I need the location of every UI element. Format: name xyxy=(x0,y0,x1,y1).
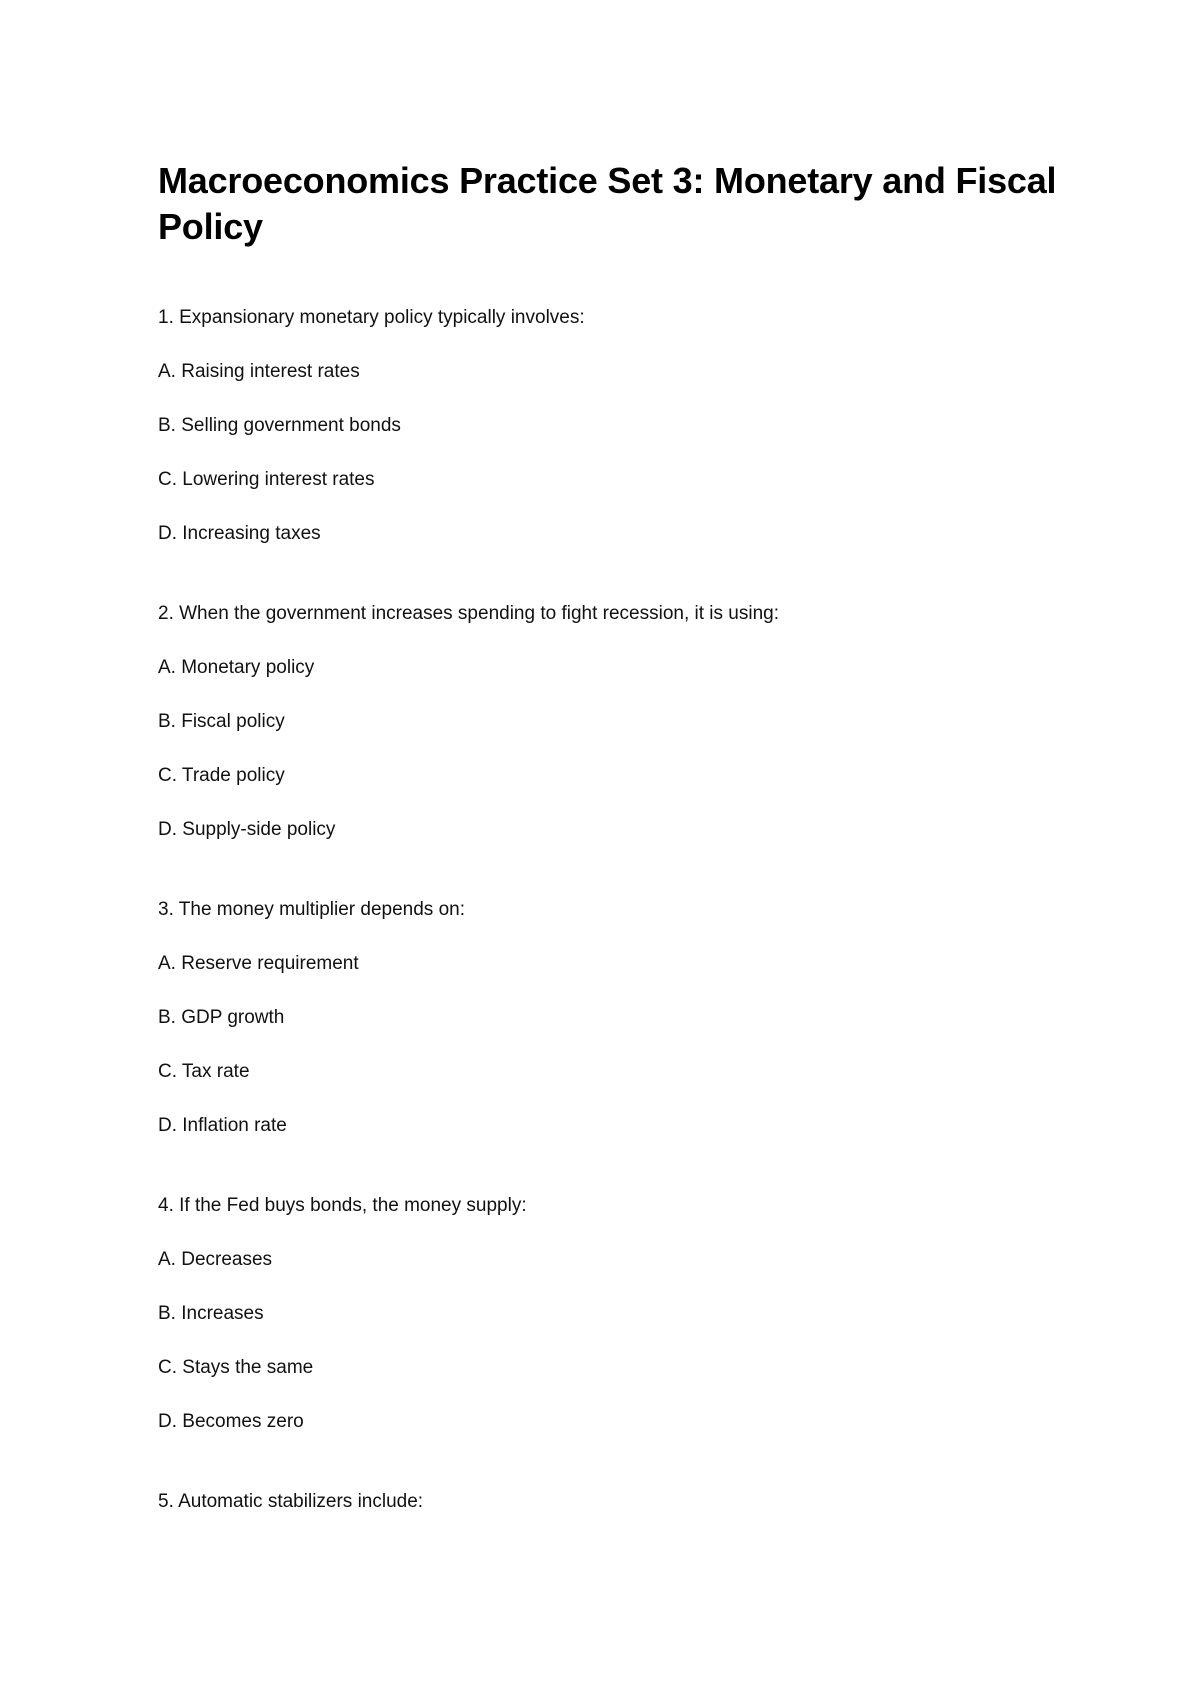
question-4 xyxy=(158,1194,1058,1434)
answer-option: B. Fiscal policy xyxy=(158,711,285,732)
question-text: 3. The money multiplier depends on: xyxy=(158,899,465,920)
answer-option: A. Reserve requirement xyxy=(158,953,359,974)
answer-option: B. Selling government bonds xyxy=(158,415,401,436)
answer-option: C. Lowering interest rates xyxy=(158,469,375,490)
answer-option: D. Supply-side policy xyxy=(158,819,336,840)
question-text: 1. Expansionary monetary policy typically involves: xyxy=(158,307,585,328)
answer-option: C. Tax rate xyxy=(158,1061,250,1082)
answer-option: B. GDP growth xyxy=(158,1007,285,1028)
answer-option: C. Stays the same xyxy=(158,1357,314,1378)
question-text: 2. When the government increases spending to fight recession, it is using: xyxy=(158,603,780,624)
question-2 xyxy=(158,602,1058,842)
answer-option: A. Monetary policy xyxy=(158,657,315,678)
answer-option: D. Becomes zero xyxy=(158,1411,304,1432)
document-page xyxy=(158,158,1058,1514)
answer-option: D. Increasing taxes xyxy=(158,523,321,544)
question-text: 5. Automatic stabilizers include: xyxy=(158,1491,424,1512)
question-5 xyxy=(158,1490,1058,1514)
answer-option: D. Inflation rate xyxy=(158,1115,287,1136)
answer-option: A. Decreases xyxy=(158,1249,273,1270)
answer-option: C. Trade policy xyxy=(158,765,285,786)
answer-option: A. Raising interest rates xyxy=(158,361,360,382)
question-3 xyxy=(158,898,1058,1138)
document-title: Macroeconomics Practice Set 3: Monetary and Fiscal Policy xyxy=(158,160,1057,247)
answer-option: B. Increases xyxy=(158,1303,264,1324)
question-text: 4. If the Fed buys bonds, the money supply: xyxy=(158,1195,527,1216)
question-1 xyxy=(158,306,1058,546)
